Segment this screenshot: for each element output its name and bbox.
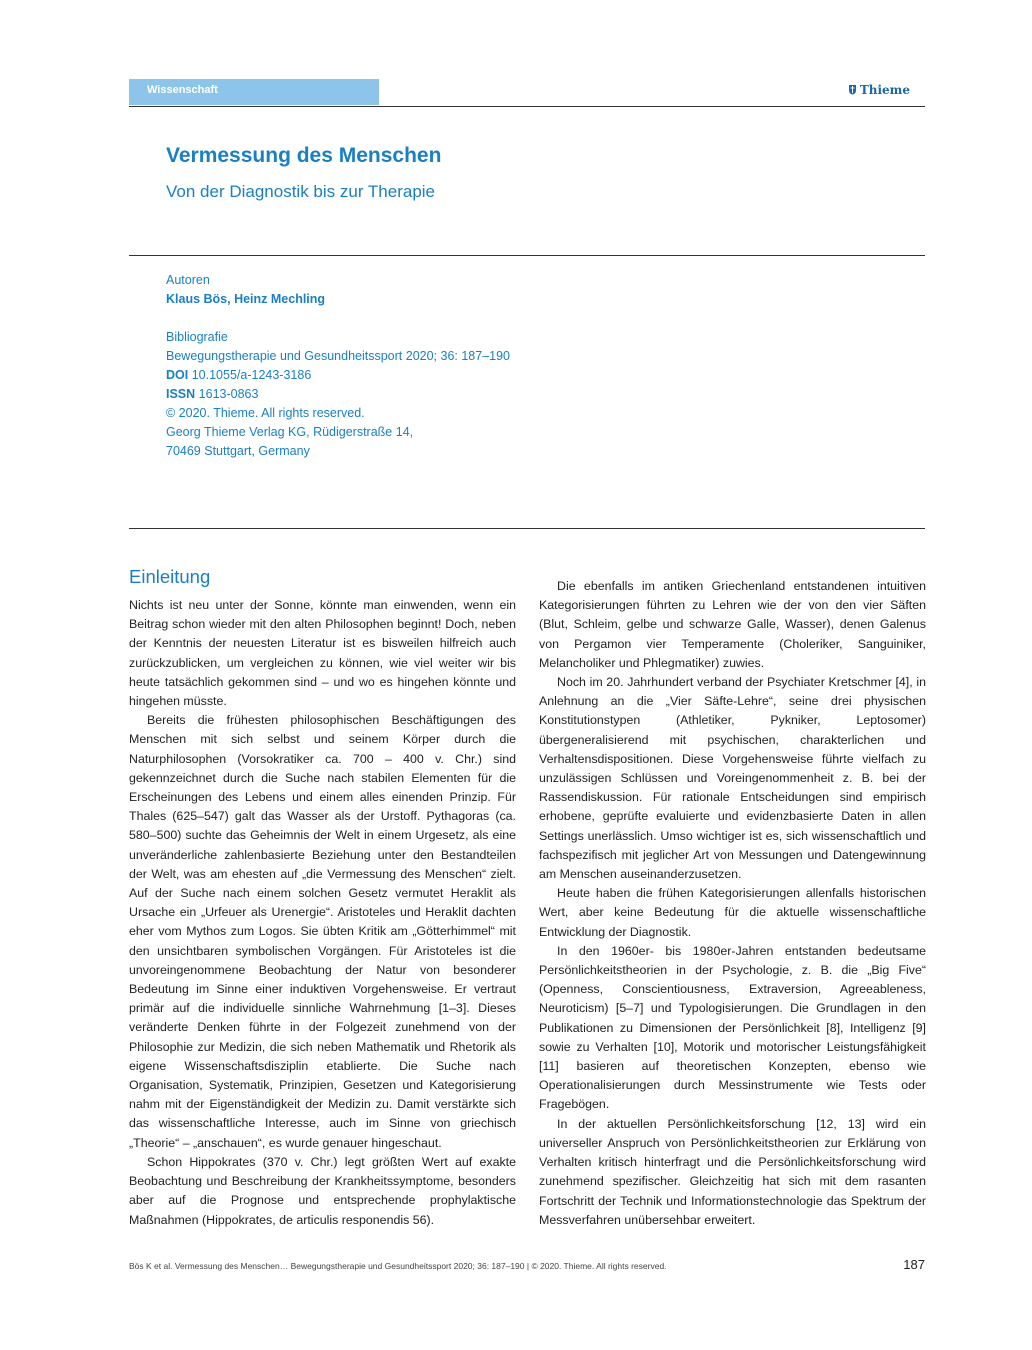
publisher-logo — [848, 83, 910, 97]
author-names: Klaus Bös, Heinz Mechling — [166, 292, 326, 306]
doi-line — [166, 366, 510, 385]
issn-label: ISSN — [166, 387, 196, 401]
copyright-line: © 2020. Thieme. All rights reserved. — [166, 406, 365, 420]
paragraph: Noch im 20. Jahrhundert verband der Psychiater Kretschmer [4], in Anlehnung an die „Vier Säfte-Lehre“, seine drei physischen Konstitutionstypen (Athletiker, Pykniker, Leptosomer) übergeneralisierend mit psychischen, charakterlichen und Verhaltensdispositionen. Diese Vorgehensweise führte vielfach zu unzulässigen Schlüssen und Voreingenommenheit z. B. bei der Rassendiskussion. Für rationale Entscheidungen sind empirisch erhobene, geprüfte evaluierte und evidenzbasierte Daten in allen Settings unerlässlich. Umso wichtiger ist es, sich wissenschaftlich und fachspezifisch mit jeglicher Art von Messungen und Datengewinnung am Menschen auseinanderzusetzen. — [539, 675, 926, 882]
section-heading: Einleitung — [129, 566, 211, 587]
meta-rule — [129, 528, 925, 529]
publisher-address-2: 70469 Stuttgart, Germany — [166, 444, 310, 458]
publisher-address-1: Georg Thieme Verlag KG, Rüdigerstraße 14, — [166, 425, 414, 439]
issn-value: 1613-0863 — [198, 387, 259, 401]
paragraph: In der aktuellen Persönlichkeitsforschung [12, 13] wird ein universeller Anspruch von Persönlichkeitstheorien zur Erklärung von Verhalten kritisch hinterfragt und die Persönlichkeitsforschung wird zunehmend spezifischer. Gleichzeitig hat sich mit dem rasanten Fortschritt der Technik und Informationstechnologie das Spektrum der Messverfahren unübersehbar erweitert. — [539, 1116, 926, 1227]
body-column-right — [539, 577, 926, 1230]
header-rule — [129, 106, 925, 107]
paragraph: Nichts ist neu unter der Sonne, könnte man einwenden, wenn ein Beitrag schon wieder mit den alten Philosophen beginnt! Doch, neben der Kenntnis der neuesten Literatur ist es bisweilen hilfreich auch zurückzublicken, um vergleichen zu können, wie viel weiter wir bis heute tatsächlich gekommen sind – und wo es hingehen könnte und hingehen müsste. — [129, 598, 516, 709]
authors-label: Autoren — [166, 273, 210, 287]
issn-line — [166, 385, 510, 404]
bibliography-block — [166, 328, 510, 461]
paragraph: In den 1960er- bis 1980er-Jahren entstanden bedeutsame Persönlichkeitstheorien in der Psychologie, z. B. die „Big Five“ (Openness, Conscientiousness, Extraversion, Agreeableness, Neuroticism) [5–7] und Typologisierungen. Die Grundlagen in den Publikationen zu Dimensionen der Persönlichkeit [8], Intelligenz [9] sowie zu Verhalten [10], Motorik und motorischer Leistungsfähigkeit [11] basieren auf theoretischen Konzepten, ebenso wie Operationalisierungen durch Messinstrumente wie Tests oder Fragebögen. — [539, 943, 926, 1112]
bibliography-label: Bibliografie — [166, 330, 228, 344]
doi-label: DOI — [166, 368, 189, 382]
doi-value[interactable]: 10.1055/a-1243-3186 — [191, 368, 312, 382]
article-subtitle: Von der Diagnostik bis zur Therapie — [166, 182, 436, 201]
authors-block — [166, 271, 325, 309]
title-rule — [129, 255, 925, 256]
page-number: 187 — [903, 1257, 925, 1272]
paragraph: Die ebenfalls im antiken Griechenland entstandenen intuitiven Kategorisierungen führten zu Lehren wie der von den vier Säften (Blut, Schleim, gelbe und schwarze Galle, Wasser), denen Galenus von Pergamon vier Temperamente (Choleriker, Sanguiniker, Melancholiker und Phlegmatiker) zuwies. — [539, 579, 926, 670]
paragraph: Bereits die frühesten philosophischen Beschäftigungen des Menschen mit sich selbst und seinem Körper durch die Naturphilosophen (Vorsokratiker ca. 700 – 400 v. Chr.) sind gekennzeichnet durch die Suche nach stabilen Elementen für die Erscheinungen des Lebens und einem alles einenden Prinzip. Für Thales (625–547) galt das Wasser als der Urstoff. Pythagoras (ca. 580–500) suchte das Geheimnis der Welt in einem Urgesetz, als eine unveränderliche zahlenbasierte Beziehung unter den Bestandteilen der Welt, was am ehesten auf „die Vermessung des Menschen“ zielt. Auf der Suche nach einem solchen Gesetz vermutet Heraklit als Ursache ein „Urfeuer als Urenergie“. Aristoteles und Heraklit dachten eher vom Mythos zum Logos. Sie übten Kritik am „Götterhimmel“ mit den unsichtbaren symbolischen Vorgängen. Für Aristoteles ist die unvoreingenommene Beobachtung der Natur von besonderer Bedeutung im Sinne einer induktiven Vorgehensweise. Er vertraut primär auf die individuelle sinnliche Wahrnehmung [1–3]. Dieses veränderte Denken führte in der Folgezeit zunehmend von der Philosophie zur Medizin, die sich neben Mathematik und Rhetorik als eigene Wissenschaftsdisziplin etablierte. Die Suche nach Organisation, Systematik, Prinzipien, Gesetzen und Kategorisierung nahm mit der Eigenständigkeit der Medizin zu. Damit verstärkte sich das wissenschaftliche Interesse, auch im Sinne von griechisch „Theorie“ – „anschauen“, es wurde genauer hingeschaut. — [129, 713, 516, 1150]
article-title: Vermessung des Menschen — [166, 144, 442, 167]
paragraph: Heute haben die frühen Kategorisierungen allenfalls historischen Wert, aber keine Bedeutung für die aktuelle wissenschaftliche Entwicklung der Diagnostik. — [539, 886, 926, 939]
body-column-left — [129, 596, 516, 1230]
footer-citation: Bös K et al. Vermessung des Menschen… Bewegungstherapie und Gesundheitssport 2020; 36: 187–190 | © 2020. Thieme. All rights reserved. — [129, 1261, 667, 1271]
publisher-logo-text: Thieme — [859, 83, 910, 97]
section-tab — [129, 79, 379, 105]
journal-citation: Bewegungstherapie und Gesundheitssport 2020; 36: 187–190 — [166, 349, 511, 363]
section-tab-label: Wissenschaft — [147, 84, 218, 96]
thieme-logo-icon — [848, 84, 857, 95]
paragraph: Schon Hippokrates (370 v. Chr.) legt größten Wert auf exakte Beobachtung und Beschreibung der Krankheitssymptome, besonders aber auf die Prognose und entsprechende prophylaktische Maßnahmen (Hippokrates, de articulis responendis 56). — [129, 1154, 516, 1227]
